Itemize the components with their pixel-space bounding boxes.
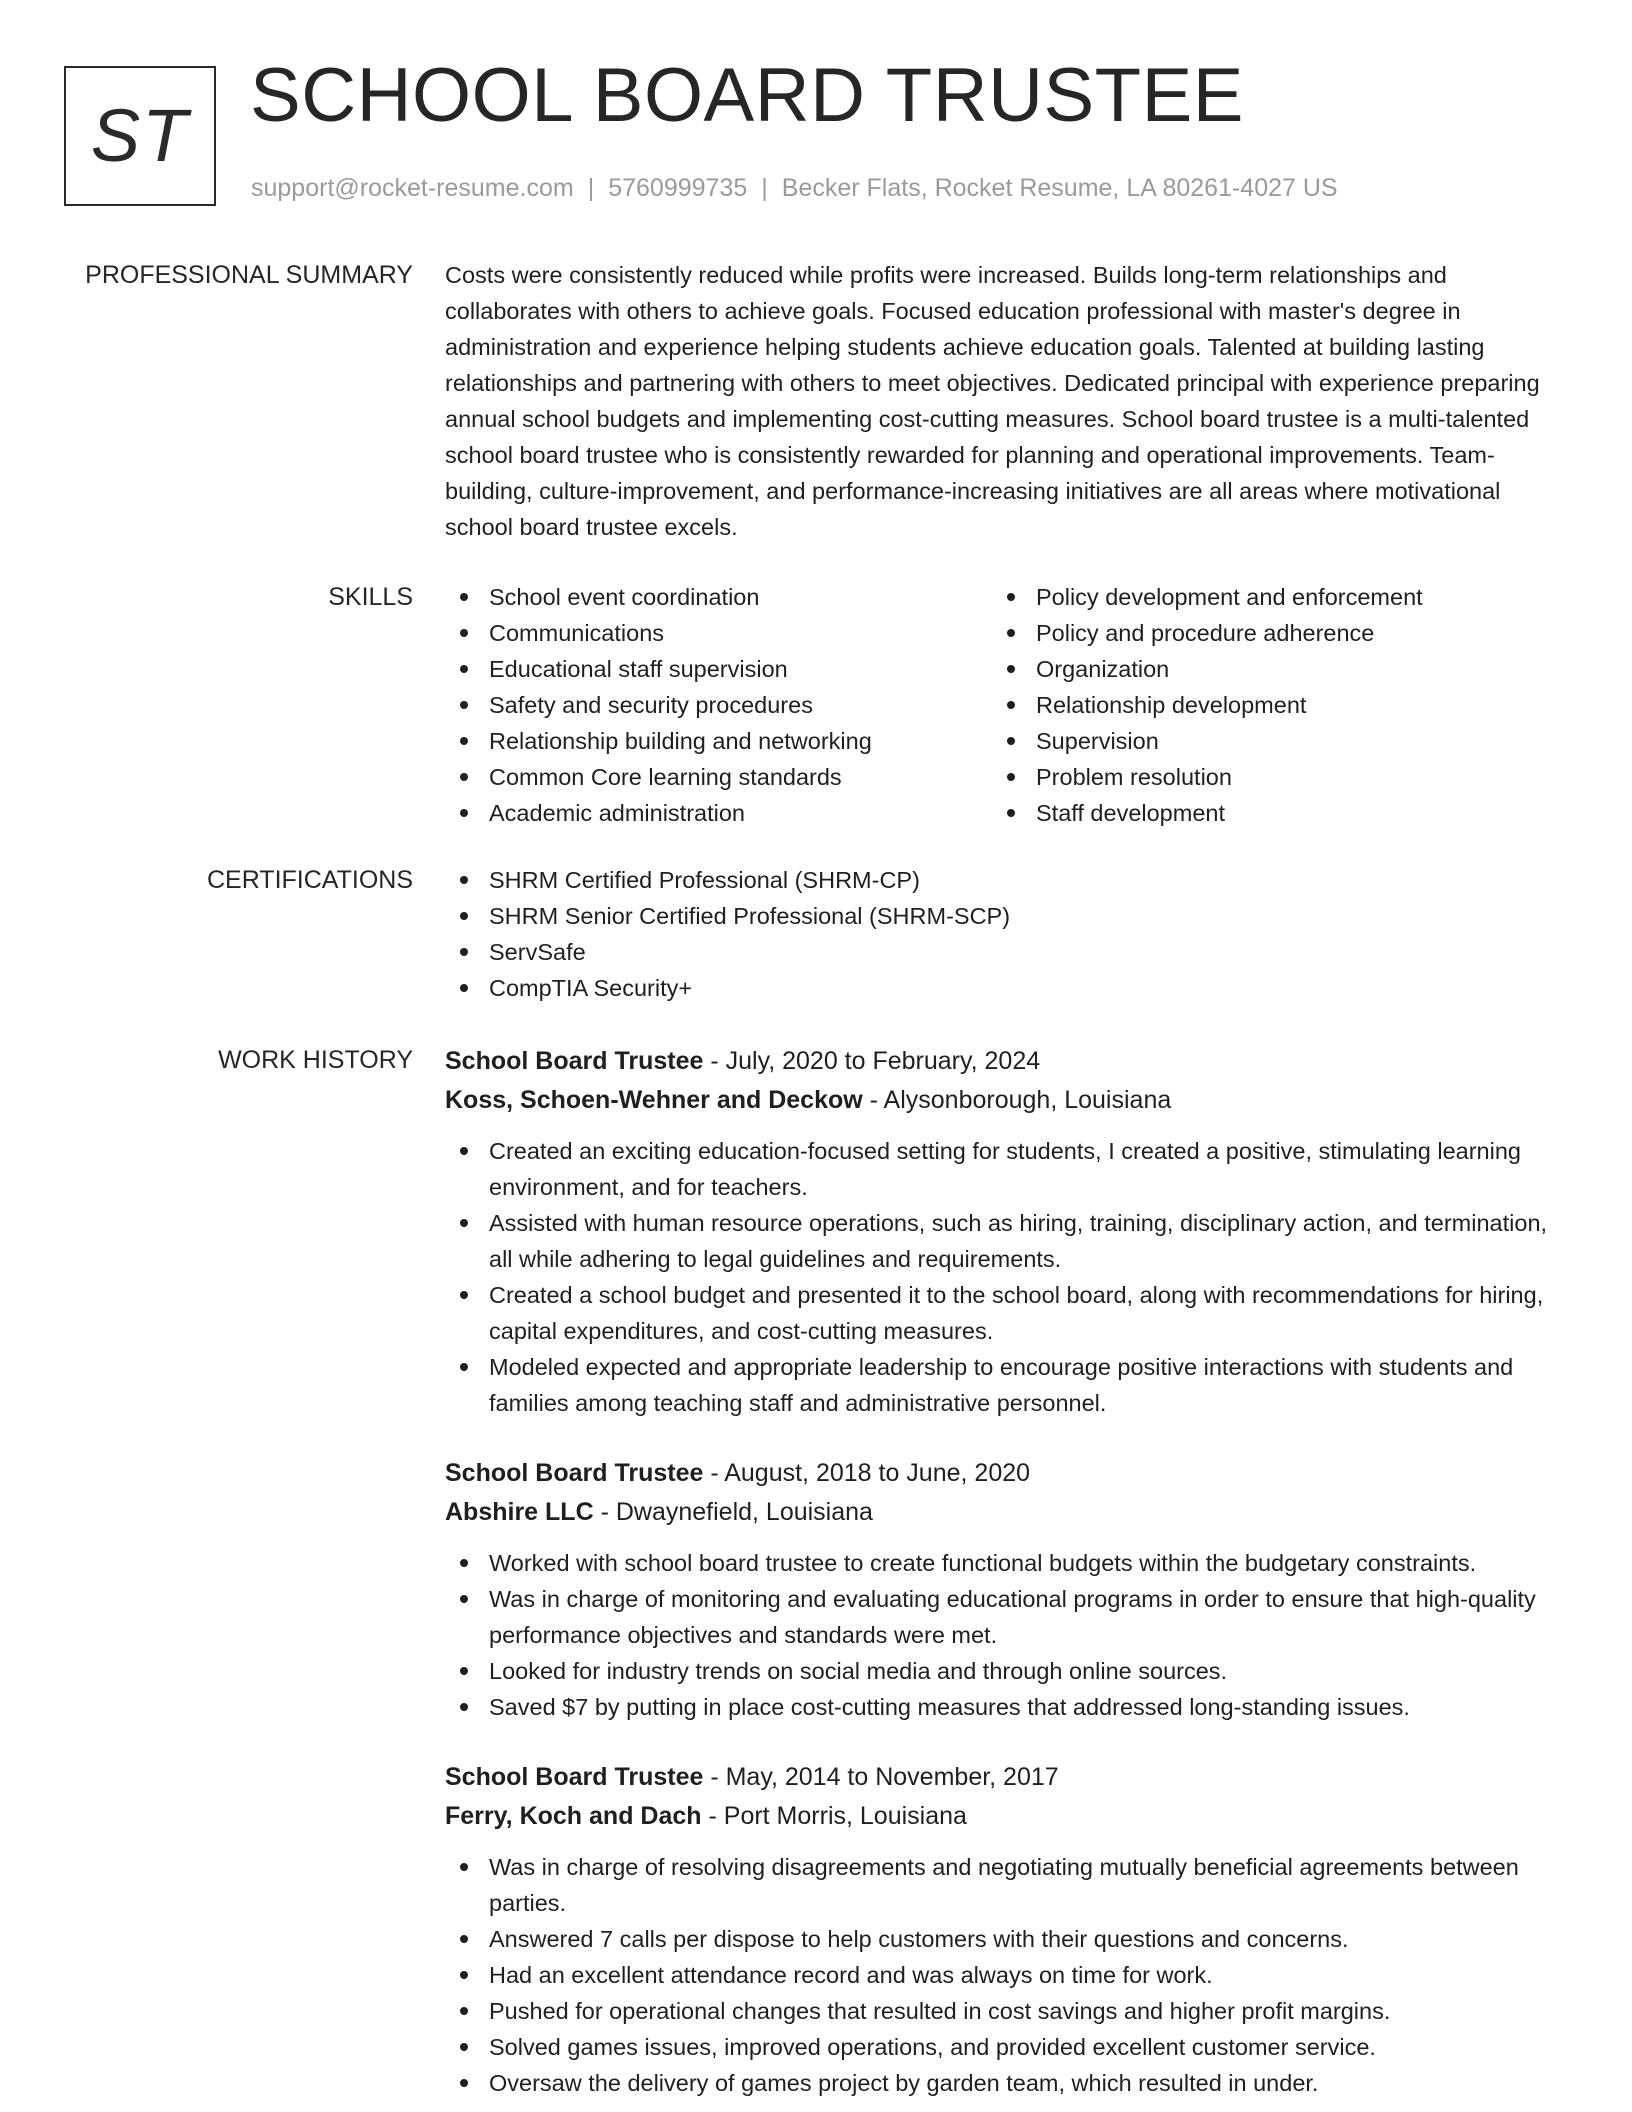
- job-company: Koss, Schoen-Wehner and Deckow: [445, 1086, 863, 1114]
- work-history-body: [445, 1042, 1555, 2101]
- summary-text: Costs were consistently reduced while profits were increased. Builds long-term relationships and collaborates with others to achieve goals. Focused education professional with master's degree in administration and experience helping students achieve education goals. Talented at building lasting relationships and partnering with others to meet objectives. Dedicated principal with experience preparing annual school budgets and implementing cost-cutting measures. School board trustee is a multi-talented school board trustee who is consistently rewarded for planning and operational improvements. Team-building, culture-improvement, and performance-increasing initiatives are all areas where motivational school board trustee excels.: [445, 262, 1540, 540]
- job-duty: Solved games issues, improved operations, and provided excellent customer service.: [445, 2029, 1555, 2065]
- certification-item: SHRM Certified Professional (SHRM-CP): [445, 862, 1555, 898]
- skill-item: Problem resolution: [992, 759, 1539, 795]
- job-duty: Assisted with human resource operations, such as hiring, training, disciplinary action, and termination, all while adhering to legal guidelines and requirements.: [445, 1205, 1555, 1277]
- job-duties-list: [445, 1545, 1555, 1725]
- job-entry: [445, 1042, 1555, 1421]
- job-entry: [445, 1454, 1555, 1725]
- skills-column-left: [445, 579, 992, 831]
- skill-item: Academic administration: [445, 795, 992, 831]
- job-duty: Had an excellent attendance record and was always on time for work.: [445, 1957, 1555, 1993]
- skill-item: Relationship development: [992, 687, 1539, 723]
- monogram-initials: ST: [90, 94, 190, 177]
- skill-item: School event coordination: [445, 579, 992, 615]
- monogram-box: [64, 66, 216, 206]
- certification-item: SHRM Senior Certified Professional (SHRM-SCP): [445, 898, 1555, 934]
- job-duties-list: [445, 1133, 1555, 1421]
- job-duty: Created an exciting education-focused setting for students, I created a positive, stimulating learning environment, and for teachers.: [445, 1133, 1555, 1205]
- contact-separator: |: [761, 174, 768, 202]
- job-duty: Created a school budget and presented it to the school board, along with recommendations for hiring, capital expenditures, and cost-cutting measures.: [445, 1277, 1555, 1349]
- skill-item: Communications: [445, 615, 992, 651]
- summary-body: [445, 257, 1555, 545]
- skill-item: Organization: [992, 651, 1539, 687]
- job-dates: - May, 2014 to November, 2017: [703, 1763, 1059, 1791]
- job-title: School Board Trustee: [445, 1763, 704, 1791]
- skill-item: Educational staff supervision: [445, 651, 992, 687]
- certifications-body: [445, 862, 1555, 1006]
- job-duty: Was in charge of monitoring and evaluating educational programs in order to ensure that high-quality performance objectives and standards were met.: [445, 1581, 1555, 1653]
- job-title: School Board Trustee: [445, 1459, 704, 1487]
- job-dates: - August, 2018 to June, 2020: [703, 1459, 1031, 1487]
- job-entry: [445, 1758, 1555, 2101]
- skills-columns: [445, 579, 1555, 831]
- job-duty: Worked with school board trustee to create functional budgets within the budgetary constraints.: [445, 1545, 1555, 1581]
- certifications-list: [445, 862, 1555, 1006]
- skill-item: Common Core learning standards: [445, 759, 992, 795]
- certification-item: CompTIA Security+: [445, 970, 1555, 1006]
- skills-column-right: [992, 579, 1539, 831]
- resume-title: SCHOOL BOARD TRUSTEE: [250, 53, 1244, 138]
- job-duty: Saved $7 by putting in place cost-cutting measures that addressed long-standing issues.: [445, 1689, 1555, 1725]
- job-title: School Board Trustee: [445, 1047, 704, 1075]
- job-title-line: [445, 1454, 1555, 1493]
- contact-line: [251, 174, 1338, 203]
- job-duty: Was in charge of resolving disagreements and negotiating mutually beneficial agreements between parties.: [445, 1849, 1555, 1921]
- job-dates: - July, 2020 to February, 2024: [703, 1047, 1041, 1075]
- skills-list-right: [992, 579, 1539, 831]
- skill-item: Policy and procedure adherence: [992, 615, 1539, 651]
- contact-phone: 5760999735: [608, 174, 748, 202]
- job-location: - Port Morris, Louisiana: [701, 1802, 967, 1830]
- skill-item: Policy development and enforcement: [992, 579, 1539, 615]
- job-company: Abshire LLC: [445, 1498, 594, 1526]
- skill-item: Staff development: [992, 795, 1539, 831]
- job-company-line: [445, 1493, 1555, 1532]
- job-location: - Alysonborough, Louisiana: [862, 1086, 1172, 1114]
- job-title-line: [445, 1042, 1555, 1081]
- work-history-heading: WORK HISTORY: [218, 1046, 413, 1074]
- job-duty: Looked for industry trends on social media and through online sources.: [445, 1653, 1555, 1689]
- summary-heading: PROFESSIONAL SUMMARY: [85, 261, 413, 289]
- contact-address: Becker Flats, Rocket Resume, LA 80261-4027 US: [781, 174, 1338, 202]
- job-duty: Modeled expected and appropriate leadership to encourage positive interactions with students and families among teaching staff and administrative personnel.: [445, 1349, 1555, 1421]
- skills-list-left: [445, 579, 992, 831]
- job-company-line: [445, 1797, 1555, 1836]
- certification-item: ServSafe: [445, 934, 1555, 970]
- job-company-line: [445, 1081, 1555, 1120]
- job-duties-list: [445, 1849, 1555, 2101]
- job-location: - Dwaynefield, Louisiana: [593, 1498, 873, 1526]
- contact-separator: |: [587, 174, 595, 202]
- job-title-line: [445, 1758, 1555, 1797]
- job-duty: Answered 7 calls per dispose to help customers with their questions and concerns.: [445, 1921, 1555, 1957]
- skill-item: Safety and security procedures: [445, 687, 992, 723]
- skills-heading: SKILLS: [328, 583, 413, 611]
- job-company: Ferry, Koch and Dach: [445, 1802, 702, 1830]
- skill-item: Relationship building and networking: [445, 723, 992, 759]
- certifications-heading: CERTIFICATIONS: [206, 866, 413, 894]
- contact-email: support@rocket-resume.com: [251, 174, 574, 202]
- job-duty: Pushed for operational changes that resulted in cost savings and higher profit margins.: [445, 1993, 1555, 2029]
- skill-item: Supervision: [992, 723, 1539, 759]
- job-duty: Oversaw the delivery of games project by garden team, which resulted in under.: [445, 2065, 1555, 2101]
